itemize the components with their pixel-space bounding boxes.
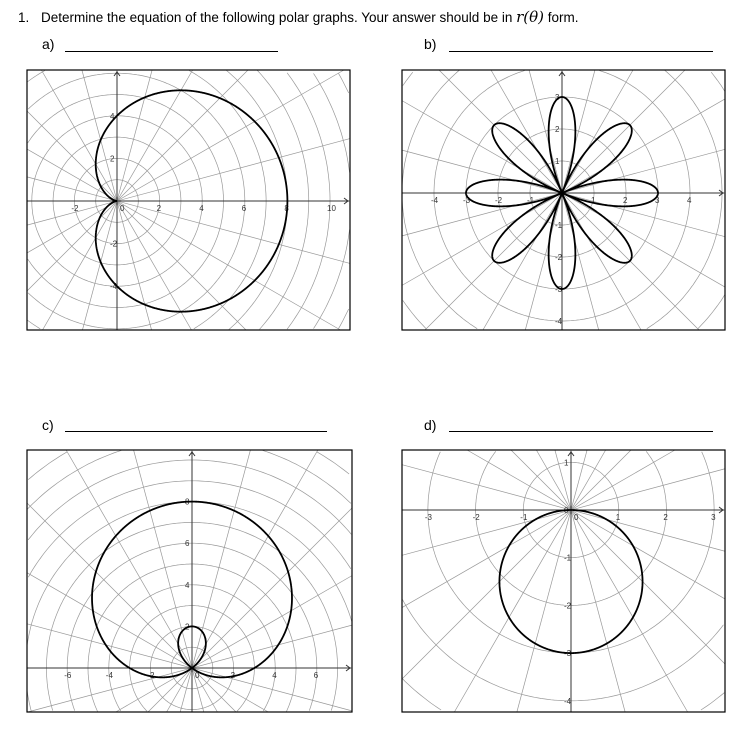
x-tick-label: 3 <box>655 196 660 205</box>
graph-d <box>402 450 725 712</box>
x-tick-label: 0 <box>574 513 579 522</box>
grid-radial-line <box>27 149 340 330</box>
x-tick-label: 4 <box>687 196 692 205</box>
grid-circle <box>27 502 352 711</box>
graph-b <box>402 70 725 330</box>
y-tick-label: 2 <box>185 622 190 632</box>
x-tick-label: 0 <box>120 204 125 213</box>
part-d-label: d) <box>424 417 437 433</box>
y-tick-label: -2 <box>110 239 118 249</box>
part-b-label: b) <box>424 36 437 52</box>
grid-circle <box>28 460 351 540</box>
x-tick-label: -6 <box>64 671 72 680</box>
grid-radial-line <box>555 450 625 712</box>
grid-radial-line <box>454 450 605 712</box>
y-tick-label: 1 <box>555 157 560 166</box>
grid-radial-line <box>517 450 587 712</box>
y-tick-label: 2 <box>555 125 560 134</box>
x-tick-label: 3 <box>711 513 716 522</box>
x-tick-label: 1 <box>615 513 621 522</box>
y-tick-label: 2 <box>110 154 115 164</box>
grid-radial-line <box>439 70 699 330</box>
x-tick-label: -4 <box>431 196 439 205</box>
grid-radial-line <box>27 573 268 712</box>
y-tick-label: -4 <box>110 282 118 292</box>
x-tick-label: 6 <box>241 204 247 213</box>
graph-frame <box>27 70 350 330</box>
grid-radial-line <box>467 450 725 599</box>
x-tick-label: 2 <box>156 204 162 213</box>
y-tick-label: 4 <box>185 580 190 590</box>
y-tick-label: -1 <box>564 553 572 563</box>
grid-radial-line <box>148 508 352 712</box>
grid-circle <box>28 452 349 480</box>
x-tick-label: 2 <box>230 671 236 680</box>
question-number: 1. <box>18 10 30 25</box>
y-tick-label: 0 <box>564 506 569 515</box>
grid-circle <box>257 70 309 329</box>
x-tick-label: 0 <box>195 671 200 680</box>
grid-radial-line <box>27 503 236 712</box>
grid-circle <box>403 600 724 701</box>
r-theta-symbol: r(θ) <box>516 8 545 26</box>
x-tick-label: -3 <box>424 513 433 522</box>
x-tick-label: -2 <box>495 196 503 205</box>
question-text-end: form. <box>547 10 579 25</box>
y-tick-label: -4 <box>555 317 563 326</box>
graph-frame <box>402 450 725 712</box>
part-c-label: c) <box>42 417 54 433</box>
x-tick-label: -1 <box>527 196 535 205</box>
x-tick-label: -3 <box>463 196 471 205</box>
graph-c <box>27 450 352 712</box>
grid-radial-line <box>180 450 250 712</box>
grid-radial-line <box>27 624 352 711</box>
x-tick-label: 2 <box>623 196 628 205</box>
y-tick-label: 1 <box>564 458 569 468</box>
grid-radial-line <box>402 450 675 611</box>
y-tick-label: -1 <box>555 221 563 230</box>
x-tick-label: 1 <box>591 196 596 205</box>
y-tick-label: -2 <box>555 253 563 262</box>
y-tick-label: -3 <box>564 649 572 659</box>
y-tick-label: -3 <box>555 285 563 294</box>
y-tick-label: 6 <box>185 539 190 549</box>
x-tick-label: 8 <box>284 204 289 213</box>
question-text: Determine the equation of the following polar graphs. Your answer should be in <box>41 10 513 25</box>
x-tick-label: -4 <box>105 671 113 680</box>
y-tick-label: -4 <box>564 696 572 706</box>
x-tick-label: -1 <box>520 513 528 522</box>
x-tick-label: 4 <box>199 204 204 213</box>
y-tick-label: 4 <box>110 111 115 121</box>
grid-radial-line <box>27 177 350 264</box>
x-tick-label: 10 <box>327 204 336 213</box>
graph-a <box>27 70 350 330</box>
y-tick-label: 8 <box>185 497 190 507</box>
x-tick-label: 4 <box>272 671 277 680</box>
x-tick-label: 2 <box>663 513 668 522</box>
y-tick-label: -2 <box>564 601 572 611</box>
grid-radial-line <box>402 450 631 679</box>
x-tick-label: 6 <box>313 671 319 680</box>
graph-frame <box>402 70 725 330</box>
grid-radial-line <box>536 450 687 712</box>
x-tick-label: -2 <box>472 513 480 522</box>
grid-radial-line <box>511 450 725 664</box>
y-tick-label: 3 <box>555 93 560 102</box>
grid-radial-line <box>27 70 344 253</box>
x-tick-label: -2 <box>71 204 79 213</box>
x-tick-label: -2 <box>147 671 155 680</box>
grid-radial-line <box>134 450 204 712</box>
part-a-label: a) <box>42 36 55 52</box>
grid-radial-line <box>27 111 246 330</box>
